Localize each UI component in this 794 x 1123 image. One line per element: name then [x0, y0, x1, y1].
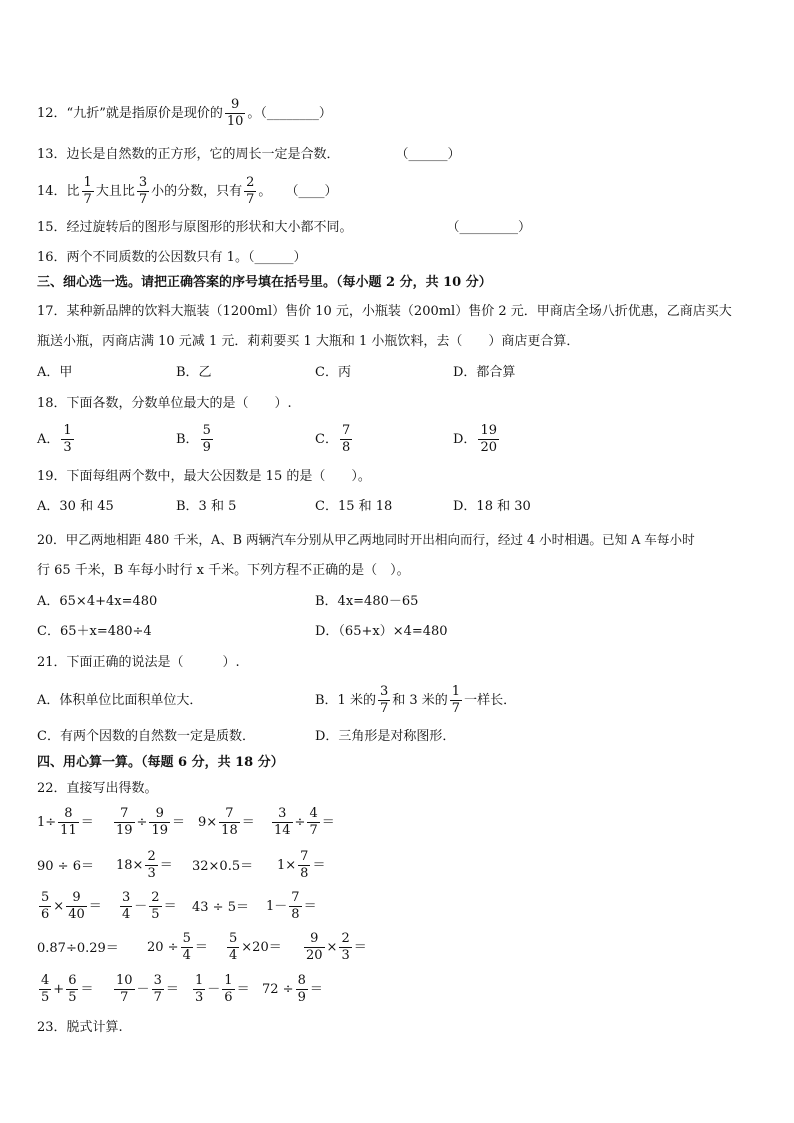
q16-text: 16．两个不同质数的公因数只有 1。（______）	[37, 250, 307, 265]
q17-line-1: 17．某种新品牌的饮料大瓶装（1200ml）售价 10 元，小瓶装（200ml）售价 2 元．甲商店全场八折优惠，乙商店买大	[37, 304, 732, 319]
q19-stem: 19．下面每组两个数中，最大公因数是 15 的是（ ）。	[37, 469, 371, 484]
fraction: $\frac{7}{19}$	[116, 806, 133, 838]
q12-answer-blank[interactable]: 。（________）	[247, 106, 332, 121]
q20-option-b[interactable]: B．4x=480－65	[315, 594, 419, 609]
q17-option-c[interactable]: C．丙	[315, 365, 351, 380]
option-label: A．	[37, 432, 60, 447]
option-text: B．1 米的	[315, 693, 376, 708]
question-16	[37, 250, 306, 266]
q17-line-2: 瓶送小瓶，丙商店满 10 元减 1 元．莉莉要买 1 大瓶和 1 小瓶饮料，去（ ）商店更合算．	[37, 334, 580, 349]
calc-item: $\frac{10}{7}$ － $\frac{3}{7}$ ＝	[116, 973, 179, 1005]
q14-answer-blank[interactable]: （____）	[285, 184, 338, 199]
calc-item: $\frac{3}{14}$ ÷ $\frac{4}{7}$ ＝	[274, 806, 335, 838]
calc-item: 90 ÷ 6＝	[37, 859, 94, 874]
q18-option-a[interactable]	[37, 423, 76, 456]
q17-option-d[interactable]: D．都合算	[453, 365, 516, 380]
section-3-heading: 三、细心选一选。请把正确答案的序号填在括号里。（每小题 2 分，共 10 分）	[37, 275, 492, 290]
fraction: $\frac{9}{19}$	[151, 806, 168, 838]
fraction: $\frac{19}{20}$	[480, 423, 497, 455]
q15-answer-blank[interactable]: （_________）	[446, 220, 532, 235]
q21-option-d[interactable]: D．三角形是对称图形．	[315, 729, 456, 744]
fraction: $\frac{5}{9}$	[202, 423, 211, 455]
calc-item: 1÷ $\frac{8}{11}$ ＝	[37, 806, 94, 838]
q18-option-d[interactable]	[453, 423, 501, 456]
option-label: C．	[315, 432, 338, 447]
q20-option-c[interactable]: C．65＋x=480÷4	[37, 624, 152, 639]
q13-answer-blank[interactable]: （______）	[395, 147, 461, 162]
q19-option-d[interactable]: D．18 和 30	[453, 499, 531, 514]
fraction: $\frac{6}{5}$	[68, 973, 77, 1005]
calc-item: 20 ÷ $\frac{5}{4}$ ＝	[147, 931, 208, 963]
fraction: $\frac{1}{7}$	[451, 684, 461, 716]
calc-item: 1× $\frac{7}{8}$ ＝	[277, 849, 326, 881]
fraction: $\frac{1}{6}$	[224, 973, 233, 1005]
option-label: B．	[176, 432, 199, 447]
calc-item: $\frac{4}{5}$ + $\frac{6}{5}$ ＝	[41, 973, 94, 1005]
option-label: D．	[453, 432, 477, 447]
fraction: $\frac{2}{3}$	[341, 931, 350, 963]
fraction: $\frac{4}{5}$	[41, 973, 50, 1005]
q18-option-c[interactable]	[315, 423, 354, 456]
q19-option-b[interactable]: B．3 和 5	[176, 499, 237, 514]
fraction: $\frac{3}{7}$	[138, 175, 148, 207]
fraction: $\frac{4}{7}$	[309, 806, 318, 838]
q22-stem: 22．直接写出得数。	[37, 781, 158, 796]
q20-option-d[interactable]: D．（65+x）×4=480	[315, 624, 448, 639]
q12-text-before: 12．“九折”就是指原价是现价的	[37, 106, 223, 121]
option-text: 和 3 米的	[392, 693, 448, 708]
fraction: $\frac{5}{6}$	[41, 890, 50, 922]
fraction: $\frac{2}{5}$	[151, 890, 160, 922]
fraction: $\frac{1}{7}$	[83, 175, 92, 207]
section-4-heading: 四、用心算一算。（每题 6 分，共 18 分）	[37, 755, 284, 770]
q17-option-a[interactable]: A．甲	[37, 365, 73, 380]
fraction: $\frac{3}{14}$	[274, 806, 291, 838]
calc-item: $\frac{1}{3}$ － $\frac{1}{6}$ ＝	[195, 973, 250, 1005]
calc-item: $\frac{5}{4}$ ×20＝	[229, 931, 282, 963]
fraction: $\frac{7}{8}$	[300, 849, 309, 881]
fraction: $\frac{8}{11}$	[60, 806, 77, 838]
q14-text-4: 。	[258, 184, 272, 199]
fraction: $\frac{7}{8}$	[341, 423, 351, 455]
question-14	[37, 175, 337, 208]
q18-stem: 18．下面各数，分数单位最大的是（ ）.	[37, 396, 292, 411]
option-text: 一样长．	[464, 693, 517, 708]
calc-item: $\frac{5}{6}$ × $\frac{9}{40}$ ＝	[41, 890, 102, 922]
q21-option-c[interactable]: C．有两个因数的自然数一定是质数．	[37, 729, 255, 744]
q17-option-b[interactable]: B．乙	[176, 365, 212, 380]
q21-option-a[interactable]: A．体积单位比面积单位大．	[37, 693, 203, 708]
q14-text-1: 14．比	[37, 184, 80, 199]
fraction: $\frac{1}{3}$	[63, 423, 72, 455]
fraction: $\frac{2}{7}$	[246, 175, 255, 207]
q15-text: 15．经过旋转后的图形与原图形的形状和大小都不同。	[37, 220, 353, 235]
q14-text-2: 大且比	[95, 184, 135, 199]
q20-line-1: 20．甲乙两地相距 480 千米，A、B 两辆汽车分别从甲乙两地同时开出相向而行，经过 4 小时相遇。已知 A 车每小时	[37, 532, 695, 547]
fraction: $\frac{1}{3}$	[195, 973, 204, 1005]
q18-option-b[interactable]	[176, 423, 215, 456]
fraction: $\frac{9}{20}$	[306, 931, 323, 963]
fraction: $\frac{5}{4}$	[229, 931, 238, 963]
fraction: $\frac{9}{40}$	[68, 890, 85, 922]
q20-line-2: 行 65 千米，B 车每小时行 x 千米。下列方程不正确的是（ ）。	[37, 563, 410, 578]
calc-item: $\frac{3}{4}$ － $\frac{2}{5}$ ＝	[122, 890, 177, 922]
fraction: $\frac{9}{10}$	[226, 97, 244, 129]
fraction: $\frac{7}{18}$	[221, 806, 238, 838]
calc-item: $\frac{9}{20}$ × $\frac{2}{3}$ ＝	[306, 931, 367, 963]
q19-option-a[interactable]: A．30 和 45	[37, 499, 114, 514]
fraction: $\frac{7}{8}$	[291, 890, 300, 922]
q19-option-c[interactable]: C．15 和 18	[315, 499, 393, 514]
question-13	[37, 147, 461, 163]
calc-item: 18× $\frac{2}{3}$ ＝	[116, 849, 173, 881]
q23-stem: 23．脱式计算.	[37, 1020, 123, 1035]
q20-option-a[interactable]: A．65×4+4x=480	[37, 594, 158, 609]
calc-item: 32×0.5＝	[192, 859, 254, 874]
calc-item: 1－ $\frac{7}{8}$ ＝	[266, 890, 317, 922]
calc-item: $\frac{7}{19}$ ÷ $\frac{9}{19}$ ＝	[116, 806, 186, 838]
fraction: $\frac{5}{4}$	[182, 931, 191, 963]
fraction: $\frac{10}{7}$	[116, 973, 133, 1005]
q21-stem: 21．下面正确的说法是（ ）.	[37, 655, 240, 670]
fraction: $\frac{2}{3}$	[147, 849, 156, 881]
fraction: $\frac{3}{7}$	[379, 684, 389, 716]
fraction: $\frac{8}{9}$	[297, 973, 306, 1005]
q21-option-b[interactable]	[315, 684, 516, 717]
calc-item: 9× $\frac{7}{18}$ ＝	[198, 806, 255, 838]
calc-item: 43 ÷ 5＝	[192, 900, 249, 915]
question-12	[37, 97, 332, 130]
q13-text: 13．边长是自然数的正方形，它的周长一定是合数．	[37, 147, 340, 162]
fraction: $\frac{3}{7}$	[153, 973, 162, 1005]
question-15	[37, 220, 531, 236]
fraction: $\frac{3}{4}$	[122, 890, 131, 922]
q14-text-3: 小的分数，只有	[151, 184, 243, 199]
calc-item: 0.87÷0.29＝	[37, 941, 119, 956]
calc-item: 72 ÷ $\frac{8}{9}$ ＝	[262, 973, 323, 1005]
